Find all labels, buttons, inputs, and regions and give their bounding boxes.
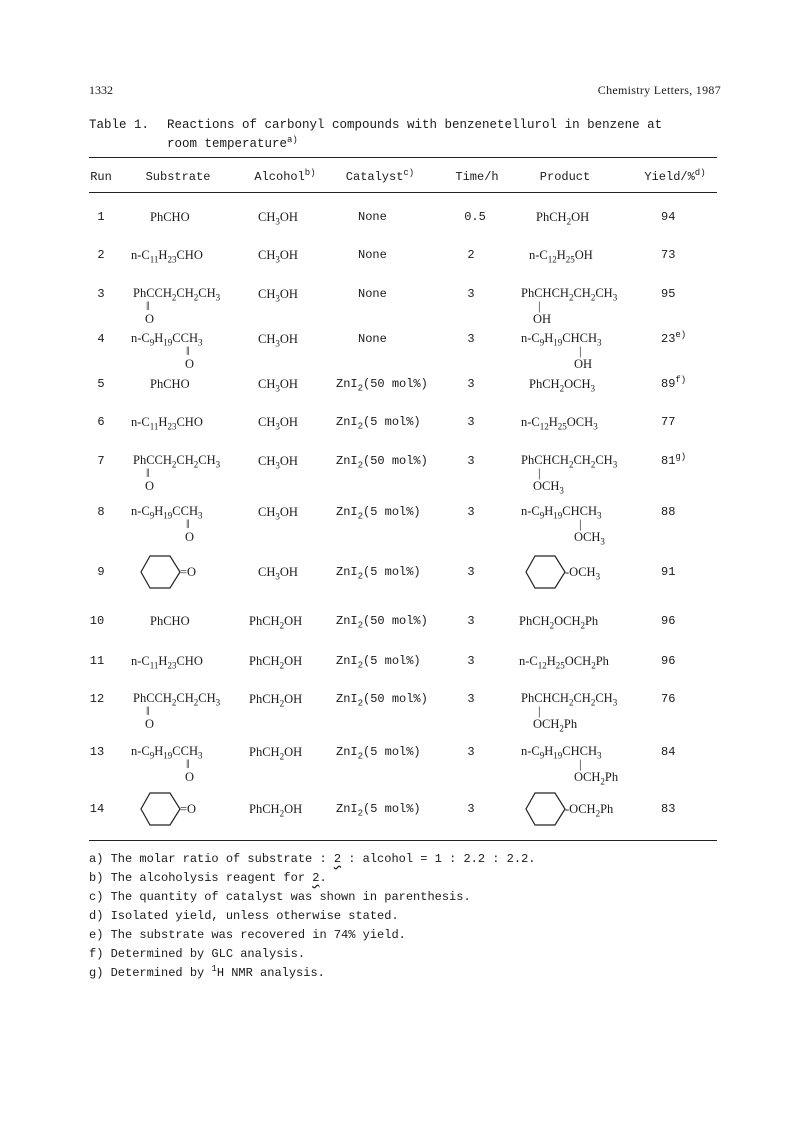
time-value: 3 <box>467 614 475 628</box>
substrate-formula: $n-C_9H_{19}CCH_3$ ǁ O <box>131 744 203 784</box>
substrate-formula: $n-C_{11}H_{23}CHO$ <box>131 415 203 432</box>
product-formula: $-OCH_2Ph$ <box>565 802 614 819</box>
footnote-a: a) The molar ratio of substrate : 2 : alcohol = 1 : 2.2 : 2.2. <box>89 852 536 866</box>
catalyst-zni2: ZnI$_2$(50 mol%) <box>336 454 428 471</box>
catalyst-zni2: ZnI$_2$(5 mol%) <box>336 802 421 819</box>
product-formula: $n-C_9H_{19}CHCH_3$ | OH <box>521 331 602 371</box>
catalyst-zni2: ZnI$_2$(5 mol%) <box>336 565 421 582</box>
catalyst-zni2: ZnI$_2$(50 mol%) <box>336 692 428 709</box>
alcohol-formula: PhCH$_2$OH <box>249 614 303 631</box>
product-formula: PhCH$_2$OH <box>536 210 590 227</box>
substrate-formula: PhCHO <box>150 377 190 391</box>
run-number: 8 <box>97 505 105 519</box>
product-formula: $n-C_{12}H_{25}OCH_2Ph$ <box>519 654 609 671</box>
alcohol-formula: $CH_3OH$ <box>258 415 298 432</box>
substrate-formula: PhCHO <box>150 614 190 628</box>
run-number: 11 <box>89 654 105 668</box>
yield-value: 96 <box>661 614 676 628</box>
col-header-yield: Yield/%$^{d)}$ <box>644 168 706 184</box>
catalyst-zni2: ZnI$_2$(50 mol%) <box>336 377 428 394</box>
product-formula: $PhCH_2OCH_2Ph$ <box>519 614 599 631</box>
yield-value: 73 <box>661 248 676 262</box>
catalyst-none: None <box>358 287 387 301</box>
footnote-g: g) Determined by $^1$H NMR analysis. <box>89 964 325 980</box>
alcohol-formula: $CH_3OH$ <box>258 287 298 304</box>
time-value: 3 <box>467 332 475 346</box>
time-value: 3 <box>467 565 475 579</box>
catalyst-zni2: ZnI$_2$(50 mol%) <box>336 614 428 631</box>
yield-value: 91 <box>661 565 676 579</box>
cyclohexane-ring-icon <box>525 791 567 827</box>
footnote-b: b) The alcoholysis reagent for 2. <box>89 871 327 885</box>
yield-value: 77 <box>661 415 676 429</box>
col-header-time: Time/h <box>455 170 499 184</box>
yield-value: 84 <box>661 745 676 759</box>
col-header-catalyst: Catalyst$^{c)}$ <box>345 168 415 184</box>
product-formula: $n-C_{12}H_{25}OCH_3$ <box>521 415 598 432</box>
col-header-substrate: Substrate <box>145 170 211 184</box>
yield-value: 96 <box>661 654 676 668</box>
time-value: 3 <box>467 802 475 816</box>
product-formula: $PhCHCH_2CH_2CH_3$ | OH <box>521 286 618 326</box>
yield-value: 89$^{f)}$ <box>661 375 687 391</box>
run-number: 4 <box>97 332 105 346</box>
yield-value: 94 <box>661 210 676 224</box>
alcohol-formula: $CH_3OH$ <box>258 377 298 394</box>
substrate-formula: $PhCCH_2CH_2CH_3$ ǁ O <box>133 691 221 731</box>
col-header-product: Product <box>539 170 591 184</box>
product-formula: $PhCHCH_2CH_2CH_3$ | $OCH_2Ph$ <box>521 691 618 734</box>
table-caption-line1: Reactions of carbonyl compounds with benzenetellurol in benzene at <box>167 118 663 132</box>
catalyst-none: None <box>358 210 387 224</box>
substrate-formula: $n-C_{11}H_{23}CHO$ <box>131 248 203 265</box>
alcohol-formula: $CH_3OH$ <box>258 332 298 349</box>
journal-running-head: Chemistry Letters, 1987 <box>597 83 721 97</box>
catalyst-none: None <box>358 248 387 262</box>
table-header-rule <box>89 192 717 193</box>
substrate-formula: =O <box>180 802 197 816</box>
run-number: 13 <box>89 745 105 759</box>
alcohol-formula: PhCH$_2$OH <box>249 745 303 762</box>
time-value: 2 <box>467 248 475 262</box>
yield-value: 81$^{g)}$ <box>661 452 687 468</box>
run-number: 5 <box>97 377 105 391</box>
alcohol-formula: PhCH$_2$OH <box>249 654 303 671</box>
substrate-formula: =O <box>180 565 197 579</box>
run-number: 3 <box>97 287 105 301</box>
alcohol-formula: $CH_3OH$ <box>258 248 298 265</box>
run-number: 7 <box>97 454 105 468</box>
substrate-formula: $n-C_9H_{19}CCH_3$ ǁ O <box>131 331 203 371</box>
time-value: 3 <box>467 505 475 519</box>
time-value: 3 <box>467 745 475 759</box>
time-value: 3 <box>467 692 475 706</box>
catalyst-zni2: ZnI$_2$(5 mol%) <box>336 415 421 432</box>
time-value: 3 <box>467 415 475 429</box>
alcohol-formula: PhCH$_2$OH <box>249 692 303 709</box>
footnote-f: f) Determined by GLC analysis. <box>89 947 306 961</box>
cyclohexane-ring-icon <box>140 791 182 827</box>
footnote-d: d) Isolated yield, unless otherwise stated. <box>89 909 399 923</box>
product-formula: $n-C_9H_{19}CHCH_3$ | $OCH_3$ <box>521 504 605 547</box>
catalyst-zni2: ZnI$_2$(5 mol%) <box>336 745 421 762</box>
run-number: 9 <box>97 565 105 579</box>
yield-value: 76 <box>661 692 676 706</box>
time-value: 3 <box>467 377 475 391</box>
time-value: 3 <box>467 454 475 468</box>
table-caption-label: Table 1. <box>89 118 150 132</box>
alcohol-formula: $CH_3OH$ <box>258 210 298 227</box>
time-value: 0.5 <box>464 210 486 224</box>
run-number: 14 <box>89 802 105 816</box>
page-number: 1332 <box>89 83 113 97</box>
table-caption-line2: room temperature$^{a)}$ <box>167 134 298 151</box>
product-formula: $n-C_{12}H_{25}OH$ <box>529 248 593 265</box>
substrate-formula: $PhCCH_2CH_2CH_3$ ǁ O <box>133 286 221 326</box>
run-number: 2 <box>97 248 105 262</box>
product-formula: $n-C_9H_{19}CHCH_3$ | $OCH_2Ph$ <box>521 744 619 787</box>
time-value: 3 <box>467 287 475 301</box>
alcohol-formula: PhCH$_2$OH <box>249 802 303 819</box>
cyclohexane-ring-icon <box>140 554 182 590</box>
catalyst-zni2: ZnI$_2$(5 mol%) <box>336 654 421 671</box>
run-number: 10 <box>89 614 105 628</box>
yield-value: 88 <box>661 505 676 519</box>
alcohol-formula: $CH_3OH$ <box>258 565 298 582</box>
time-value: 3 <box>467 654 475 668</box>
run-number: 1 <box>97 210 105 224</box>
substrate-formula: $n-C_{11}H_{23}CHO$ <box>131 654 203 671</box>
run-number: 6 <box>97 415 105 429</box>
col-header-run: Run <box>90 170 112 184</box>
substrate-formula: $n-C_9H_{19}CCH_3$ ǁ O <box>131 504 203 544</box>
run-number: 12 <box>89 692 105 706</box>
yield-value: 83 <box>661 802 676 816</box>
catalyst-zni2: ZnI$_2$(5 mol%) <box>336 505 421 522</box>
footnote-c: c) The quantity of catalyst was shown in parenthesis. <box>89 890 471 904</box>
substrate-formula: $PhCCH_2CH_2CH_3$ ǁ O <box>133 453 221 493</box>
footnote-e: e) The substrate was recovered in 74% yield. <box>89 928 406 942</box>
substrate-formula: PhCHO <box>150 210 190 224</box>
col-header-alcohol: Alcohol$^{b)}$ <box>254 168 316 184</box>
alcohol-formula: $CH_3OH$ <box>258 505 298 522</box>
product-formula: $-OCH_3$ <box>565 565 601 582</box>
table-top-rule <box>89 157 717 158</box>
cyclohexane-ring-icon <box>525 554 567 590</box>
catalyst-none: None <box>358 332 387 346</box>
yield-value: 95 <box>661 287 676 301</box>
table-bottom-rule <box>89 840 717 841</box>
product-formula: $PhCH_2OCH_3$ <box>529 377 595 394</box>
product-formula: $PhCHCH_2CH_2CH_3$ | $OCH_3$ <box>521 453 618 496</box>
alcohol-formula: $CH_3OH$ <box>258 454 298 471</box>
yield-value: 23$^{e)}$ <box>661 330 687 346</box>
